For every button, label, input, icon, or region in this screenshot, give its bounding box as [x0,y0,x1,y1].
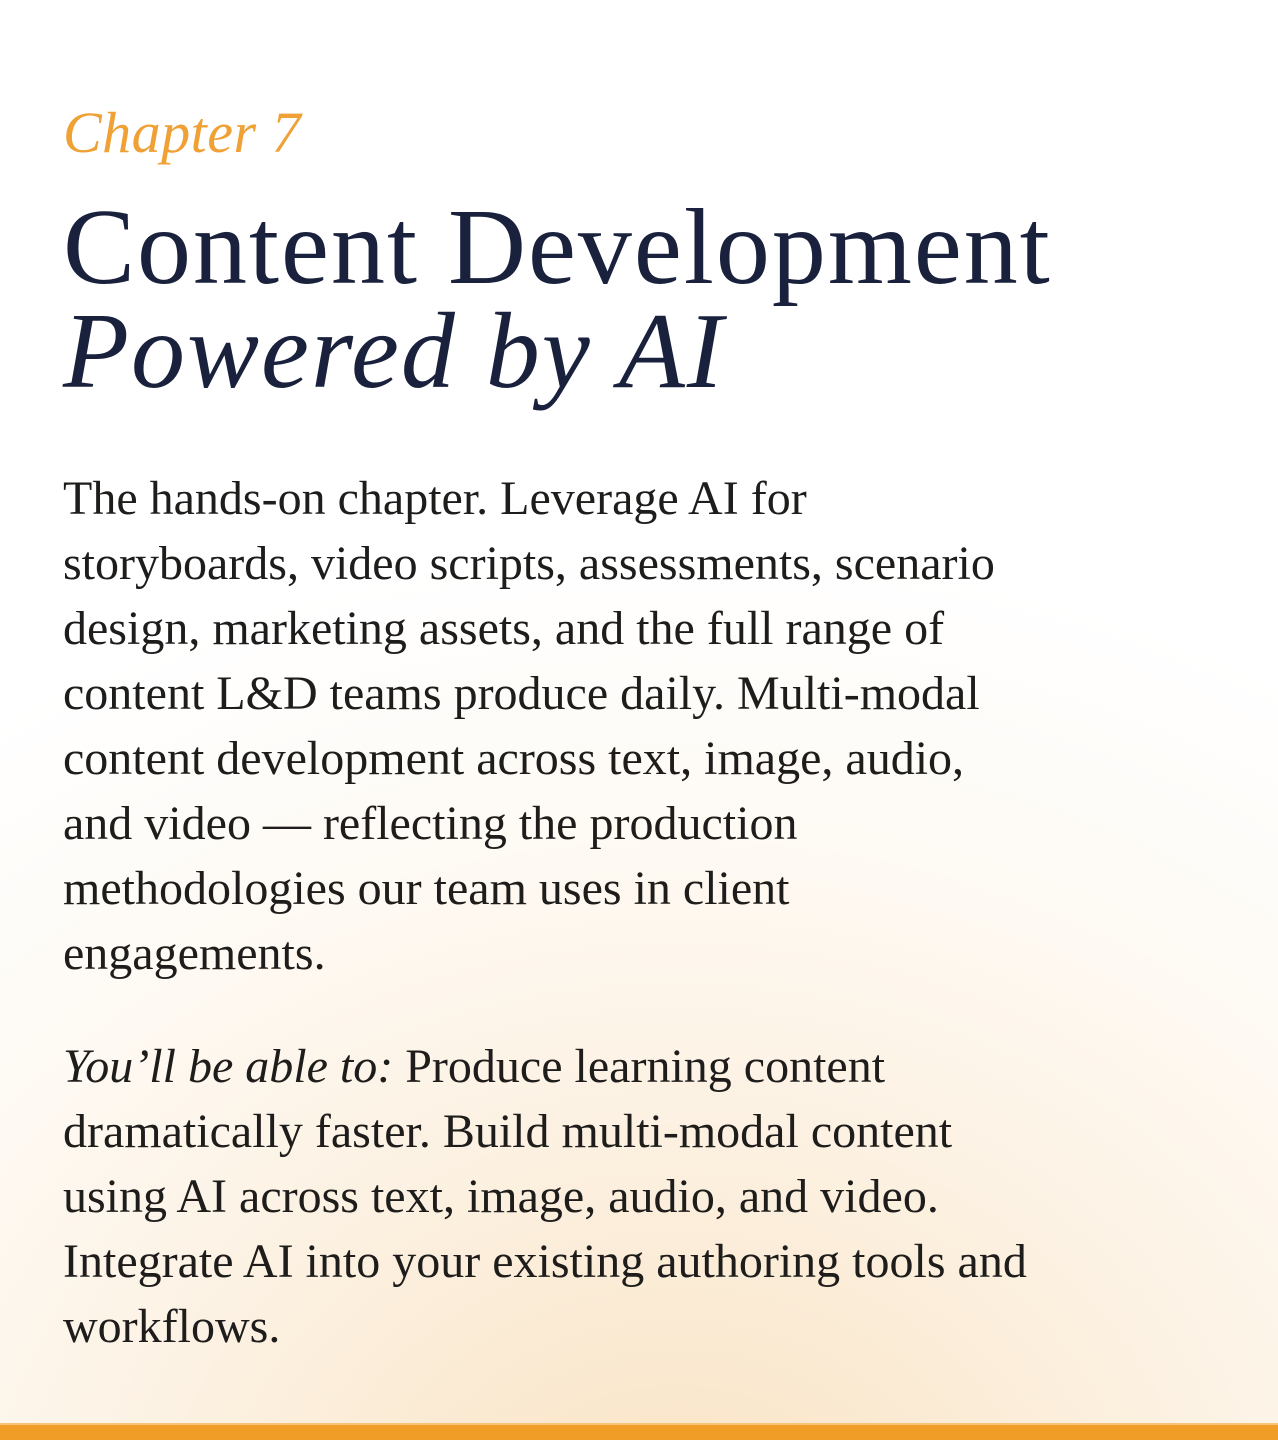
page-title [63,188,1218,411]
paragraph-line: Integrate AI into your existing authoring tools and [63,1235,1027,1288]
paragraph-line [63,1034,1218,1099]
paragraph-line: engagements. [63,927,326,980]
paragraph-line: workflows. [63,1300,281,1353]
page-title-line1: Content Development [63,188,1052,307]
outcomes-paragraph [63,1034,1218,1359]
paragraph-line: design, marketing assets, and the full range of [63,602,945,655]
paragraph-line: using AI across text, image, audio, and video. [63,1170,939,1223]
chapter-kicker: Chapter 7 [63,100,302,165]
intro-paragraph [63,466,1218,986]
paragraph-line: content development across text, image, audio, [63,732,965,785]
bottom-accent-bar [0,1425,1278,1440]
paragraph-line-rest: Produce learning content [393,1040,886,1093]
paragraph-line: storyboards, video scripts, assessments, scenario [63,537,995,590]
paragraph-line: and video — reflecting the production [63,797,798,850]
paragraph-line: dramatically faster. Build multi-modal content [63,1105,953,1158]
paragraph-line: methodologies our team uses in client [63,862,790,915]
paragraph-line: The hands-on chapter. Leverage AI for [63,472,807,525]
paragraph-line: content L&D teams produce daily. Multi-modal [63,667,980,720]
page-title-line2: Powered by AI [63,292,725,411]
outcomes-lead-label: You’ll be able to: [63,1040,394,1093]
